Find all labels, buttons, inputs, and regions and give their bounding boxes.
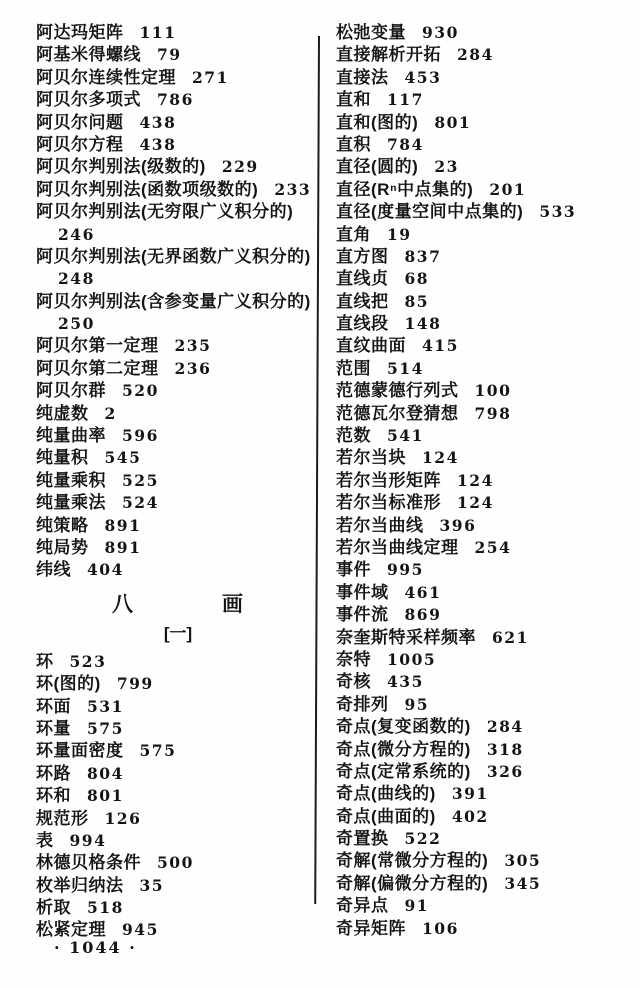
left-entries-top (36, 22, 320, 582)
entry-page-number: 525 (122, 470, 159, 490)
entry-term: 松紧定理 (36, 920, 106, 940)
entry-page-number: 799 (116, 674, 154, 694)
entry-term: 事件域 (336, 582, 389, 602)
entry-page-number: 523 (69, 651, 107, 671)
index-entry (336, 604, 632, 626)
entry-term: 若尔当形矩阵 (336, 470, 441, 490)
index-entry (336, 179, 632, 201)
index-entry (36, 696, 320, 718)
index-entry (36, 358, 320, 380)
index-entry (36, 740, 320, 762)
index-entry (336, 694, 632, 716)
entry-term: 直线把 (336, 291, 389, 311)
index-entry-continuation (36, 224, 320, 246)
entry-term: 纯虚数 (36, 403, 89, 423)
entry-term: 表 (36, 830, 54, 850)
index-entry (336, 559, 632, 581)
index-entry (336, 447, 632, 469)
entry-term: 环(图的) (36, 674, 101, 694)
index-entry (36, 492, 320, 514)
entry-term: 奇解(偏微分方程的) (336, 873, 489, 893)
entry-page-number: 435 (387, 672, 424, 692)
index-entry (336, 895, 632, 917)
entry-page-number: 518 (87, 898, 124, 918)
entry-term: 直径(度量空间中点集的) (336, 202, 524, 222)
entry-term: 林德贝格条件 (36, 853, 141, 873)
index-entry (36, 67, 320, 89)
index-entry (336, 492, 632, 514)
entry-term: 奈奎斯特采样频率 (336, 627, 476, 647)
index-entry (336, 291, 632, 313)
entry-page-number: 621 (492, 627, 529, 647)
entry-term: 阿贝尔多项式 (36, 90, 141, 110)
entry-term: 奇解(常微分方程的) (336, 851, 489, 871)
entry-page-number: 453 (404, 67, 442, 87)
index-entry (36, 403, 320, 425)
entry-page-number: 541 (387, 426, 424, 446)
entry-term: 枚举归纳法 (36, 875, 124, 895)
index-entry (336, 850, 632, 872)
entry-term: 直线贞 (336, 269, 389, 289)
entry-page-number: 1005 (387, 649, 437, 669)
index-entry (36, 875, 320, 897)
entry-term: 纯量乘积 (36, 470, 106, 490)
entry-page-number: 68 (404, 269, 430, 289)
index-entry (336, 515, 632, 537)
entry-term: 直接解析开拓 (336, 45, 441, 65)
index-entry (336, 582, 632, 604)
index-entry (336, 470, 632, 492)
entry-term: 范德蒙德行列式 (336, 381, 459, 401)
index-entry (36, 852, 320, 874)
section-subsection-label: [一] (163, 623, 193, 643)
index-entry (36, 201, 320, 223)
entry-term: 奇点(曲线的) (336, 784, 436, 804)
index-entry (36, 134, 320, 156)
entry-term: 奇异矩阵 (336, 918, 406, 938)
entry-page-number: 305 (504, 851, 542, 871)
entry-term: 环量 (36, 718, 71, 738)
index-entry (336, 156, 632, 178)
index-entry (36, 156, 320, 178)
entry-page-number: 533 (539, 202, 577, 222)
index-entry (336, 761, 632, 783)
entry-page-number: 79 (157, 45, 182, 65)
entry-page-number: 85 (404, 291, 430, 311)
index-entry (36, 830, 320, 852)
index-entry (336, 403, 632, 425)
entry-term: 阿贝尔方程 (36, 134, 124, 154)
index-entry (336, 783, 632, 805)
section-stroke-label: 八 (112, 592, 134, 616)
entry-term: 奇排列 (336, 694, 389, 714)
entry-term: 环路 (36, 763, 71, 783)
entry-page-number: 23 (434, 157, 459, 177)
entry-term: 环面 (36, 696, 71, 716)
entry-page-number: 91 (404, 896, 430, 916)
entry-term: 范德瓦尔登猜想 (336, 403, 459, 423)
entry-term: 奇核 (336, 672, 371, 692)
index-entry-continuation (36, 268, 320, 290)
index-entry (36, 897, 320, 919)
entry-page-number: 201 (489, 179, 527, 199)
index-entry (336, 918, 632, 940)
entry-term: 纯量积 (36, 448, 89, 468)
index-entry (336, 873, 632, 895)
right-entries (336, 22, 632, 940)
entry-page-number: 326 (486, 761, 524, 781)
index-entry (336, 649, 632, 671)
entry-term: 阿贝尔判别法(无界函数广义积分的) (36, 246, 311, 266)
entry-term: 环 (36, 651, 54, 671)
entry-term: 直和(图的) (336, 112, 419, 132)
index-entry (336, 67, 632, 89)
entry-page-number: 798 (474, 403, 512, 423)
index-entry (36, 470, 320, 492)
index-entry (36, 515, 320, 537)
index-entry (36, 447, 320, 469)
index-entry (336, 335, 632, 357)
entry-page-number: 520 (122, 381, 159, 401)
entry-page-number: 784 (387, 134, 424, 154)
entry-page-number: 415 (422, 336, 459, 356)
entry-term: 直角 (336, 224, 371, 244)
entry-term: 阿贝尔判别法(级数的) (36, 157, 206, 177)
entry-page-number: 891 (104, 515, 142, 535)
entry-page-number: 545 (104, 448, 142, 468)
index-entry (36, 22, 320, 44)
entry-term: 纯局势 (36, 537, 89, 557)
entry-page-number: 250 (58, 314, 95, 334)
entry-page-number: 994 (69, 830, 107, 850)
entry-term: 直线段 (336, 314, 389, 334)
index-entry (36, 785, 320, 807)
entry-term: 阿贝尔连续性定理 (36, 67, 176, 87)
entry-term: 阿贝尔群 (36, 381, 106, 401)
entry-term: 若尔当标准形 (336, 493, 441, 513)
index-entry (36, 559, 320, 581)
entry-term: 若尔当曲线定理 (336, 537, 459, 557)
entry-page-number: 148 (404, 314, 442, 334)
index-entry (36, 179, 320, 201)
index-entry (336, 739, 632, 761)
page-number-footer: · 1044 · (54, 938, 137, 957)
entry-page-number: 396 (439, 515, 477, 535)
entry-page-number: 461 (404, 582, 442, 602)
entry-page-number: 402 (451, 806, 489, 826)
entry-term: 阿贝尔问题 (36, 112, 124, 132)
entry-page-number: 111 (139, 23, 177, 42)
index-entry (336, 537, 632, 559)
entry-term: 析取 (36, 898, 71, 918)
entry-term: 奇点(复变函数的) (336, 717, 471, 737)
entry-page-number: 19 (387, 224, 412, 244)
entry-page-number: 248 (58, 269, 95, 289)
index-entry (336, 671, 632, 693)
index-entry (336, 89, 632, 111)
entry-term: 阿基米得螺线 (36, 45, 141, 65)
entry-page-number: 438 (139, 112, 177, 132)
entry-term: 奇点(定常系统的) (336, 761, 471, 781)
entry-page-number: 2 (104, 403, 117, 423)
entry-page-number: 284 (457, 45, 494, 65)
entry-page-number: 500 (157, 853, 194, 873)
index-entry (36, 89, 320, 111)
index-entry (336, 134, 632, 156)
entry-term: 奇异点 (336, 896, 389, 916)
entry-term: 若尔当曲线 (336, 515, 424, 535)
entry-page-number: 801 (434, 112, 472, 132)
entry-page-number: 869 (404, 605, 442, 625)
entry-page-number: 35 (139, 875, 165, 895)
entry-term: 范围 (336, 358, 371, 378)
entry-page-number: 945 (122, 920, 159, 940)
index-entry (336, 380, 632, 402)
entry-page-number: 930 (422, 23, 459, 42)
entry-term: 范数 (336, 426, 371, 446)
index-entry (36, 718, 320, 740)
entry-page-number: 345 (504, 873, 542, 893)
index-entry (36, 537, 320, 559)
entry-page-number: 124 (457, 493, 494, 513)
index-entry (36, 44, 320, 66)
index-entry (336, 268, 632, 290)
index-entry (336, 224, 632, 246)
entry-term: 直径(Rⁿ中点集的) (336, 179, 474, 199)
entry-page-number: 271 (192, 67, 229, 87)
index-entry (36, 112, 320, 134)
entry-page-number: 801 (87, 786, 124, 806)
entry-page-number: 229 (221, 157, 259, 177)
entry-term: 奈特 (336, 649, 371, 669)
index-entry (36, 425, 320, 447)
entry-page-number: 514 (387, 358, 424, 378)
index-entry (336, 828, 632, 850)
index-entry (36, 380, 320, 402)
entry-page-number: 254 (474, 537, 512, 557)
index-entry (336, 716, 632, 738)
entry-page-number: 126 (104, 808, 142, 828)
entry-term: 事件 (336, 560, 371, 580)
entry-term: 直纹曲面 (336, 336, 406, 356)
left-entries-bottom (36, 651, 320, 942)
index-entry (336, 313, 632, 335)
entry-term: 奇置换 (336, 829, 389, 849)
entry-page-number: 575 (139, 741, 177, 761)
section-hua-label: 画 (222, 592, 244, 616)
entry-term: 奇点(曲面的) (336, 806, 436, 826)
entry-page-number: 524 (122, 493, 159, 513)
left-index-column (36, 22, 320, 942)
entry-term: 纬线 (36, 560, 71, 580)
entry-page-number: 522 (404, 829, 442, 849)
entry-page-number: 575 (87, 718, 124, 738)
entry-page-number: 124 (457, 470, 494, 490)
entry-page-number: 891 (104, 537, 142, 557)
entry-page-number: 318 (486, 739, 524, 759)
entry-page-number: 404 (87, 560, 124, 580)
index-entry (36, 763, 320, 785)
entry-term: 直积 (336, 134, 371, 154)
entry-term: 直径(圆的) (336, 157, 419, 177)
entry-term: 纯量曲率 (36, 426, 106, 446)
entry-page-number: 786 (157, 90, 194, 110)
entry-page-number: 117 (387, 90, 424, 110)
index-entry (36, 335, 320, 357)
entry-page-number: 100 (474, 381, 512, 401)
index-entry (336, 201, 632, 223)
entry-term: 若尔当块 (336, 448, 406, 468)
index-entry (36, 291, 320, 313)
index-entry (336, 44, 632, 66)
section-header (36, 582, 320, 622)
entry-page-number: 106 (422, 918, 459, 938)
index-entry (336, 806, 632, 828)
entry-term: 阿贝尔判别法(函数项级数的) (36, 179, 259, 199)
entry-term: 阿贝尔第一定理 (36, 336, 159, 356)
entry-page-number: 438 (139, 134, 177, 154)
right-index-column (336, 22, 632, 940)
entry-term: 环量面密度 (36, 741, 124, 761)
index-entry (336, 425, 632, 447)
entry-page-number: 837 (404, 246, 442, 266)
index-entry (336, 246, 632, 268)
index-entry-continuation (36, 313, 320, 335)
entry-term: 阿达玛矩阵 (36, 23, 124, 42)
index-entry (336, 22, 632, 44)
entry-page-number: 235 (174, 336, 212, 356)
entry-term: 阿贝尔判别法(含参变量广义积分的) (36, 291, 311, 311)
entry-term: 直接法 (336, 67, 389, 87)
entry-term: 松弛变量 (336, 23, 406, 42)
entry-term: 直方图 (336, 246, 389, 266)
entry-term: 阿贝尔第二定理 (36, 358, 159, 378)
index-entry (36, 808, 320, 830)
index-entry (336, 627, 632, 649)
index-entry (36, 246, 320, 268)
entry-term: 直和 (336, 90, 371, 110)
entry-page-number: 284 (486, 717, 524, 737)
entry-page-number: 124 (422, 448, 459, 468)
entry-page-number: 596 (122, 426, 159, 446)
entry-term: 环和 (36, 786, 71, 806)
entry-page-number: 531 (87, 696, 124, 716)
entry-term: 纯量乘法 (36, 493, 106, 513)
entry-page-number: 391 (451, 784, 489, 804)
entry-term: 纯策略 (36, 515, 89, 535)
entry-term: 事件流 (336, 605, 389, 625)
entry-term: 阿贝尔判别法(无穷限广义积分的) (36, 202, 294, 222)
entry-page-number: 236 (174, 358, 212, 378)
index-entry (36, 673, 320, 695)
entry-term: 奇点(微分方程的) (336, 739, 471, 759)
entry-page-number: 95 (404, 694, 430, 714)
entry-page-number: 233 (274, 179, 312, 199)
index-entry (336, 112, 632, 134)
index-entry (36, 651, 320, 673)
entry-page-number: 804 (87, 763, 124, 783)
entry-term: 规范形 (36, 808, 89, 828)
entry-page-number: 246 (58, 224, 95, 244)
index-entry (336, 358, 632, 380)
entry-page-number: 995 (387, 560, 424, 580)
